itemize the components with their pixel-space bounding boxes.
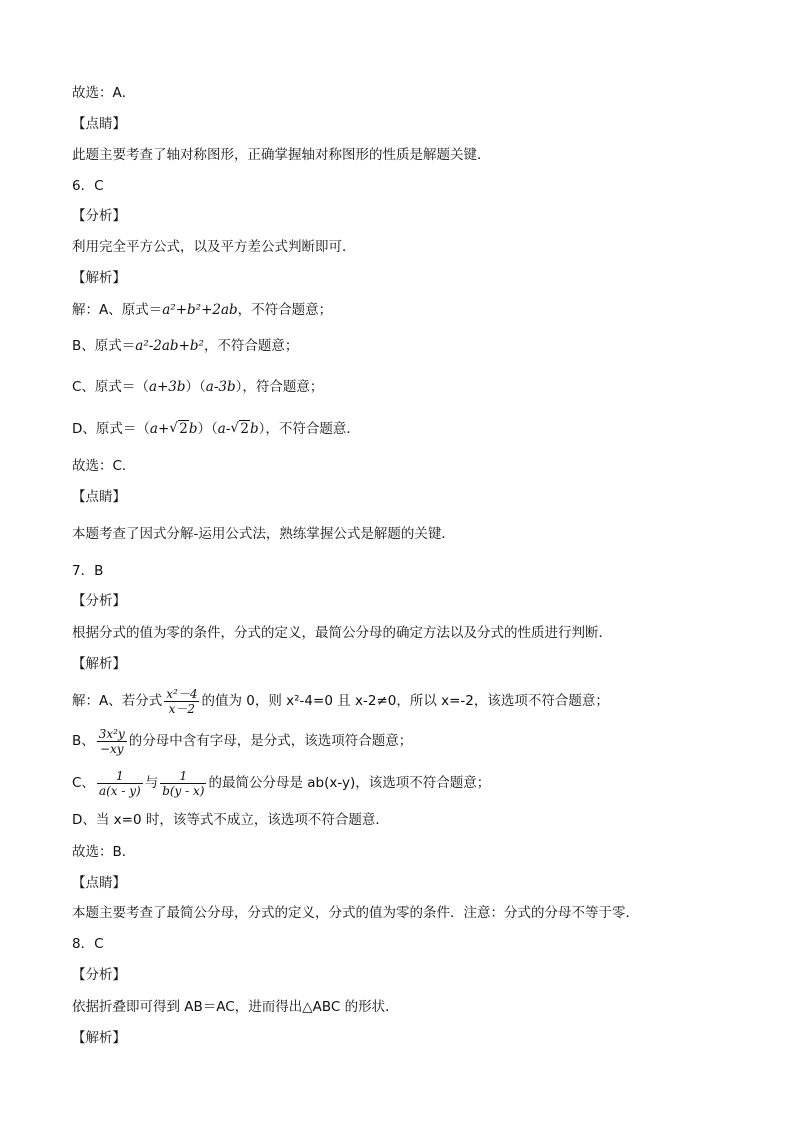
- fraction-c2-numerator: 1: [160, 769, 206, 784]
- solution-6-option-c: [72, 378, 323, 396]
- option-a-result: ，不符合题意；: [237, 302, 333, 318]
- option-c-result: ），符合题意；: [235, 379, 324, 395]
- fraction-c1-numerator: 1: [97, 769, 143, 784]
- fraction-a-denominator: x－2: [168, 701, 196, 716]
- option-a-text-7: 的值为 0，则 x²-4=0 且 x-2≠0，所以 x=-2，该选项不符合题意；: [201, 693, 609, 709]
- option-b-result: ，不符合题意；: [203, 338, 299, 354]
- option-d-prefix: D、原式＝（: [72, 421, 150, 437]
- option-a-prefix-7: 解：A、若分式: [72, 693, 163, 709]
- option-b-prefix-7: B、: [72, 733, 95, 749]
- fraction-c2-denominator: b(y - x): [162, 783, 205, 798]
- fraction-a: [164, 687, 199, 716]
- fraction-c1-denominator: a(x - y): [98, 783, 141, 798]
- comment-text-6: 本题考查了因式分解-运用公式法，熟练掌握公式是解题的关键．: [72, 526, 455, 542]
- solution-6-option-b: [72, 337, 298, 355]
- option-d-term2: a-: [217, 421, 231, 437]
- solution-7-option-a: [72, 684, 609, 718]
- section-header-analysis: 【分析】: [72, 208, 126, 224]
- answer-choice-5: 故选：A．: [72, 85, 136, 101]
- fraction-b: [97, 727, 127, 756]
- option-b-expr: a²-2ab+b²: [135, 338, 204, 354]
- option-c-prefix: C、原式＝（: [72, 379, 149, 395]
- fraction-b-numerator: 3x²y: [98, 726, 125, 741]
- fraction-c2: [160, 769, 206, 798]
- option-d-mid: ）（: [197, 421, 218, 437]
- analysis-text-8: 依据折叠即可得到 AB＝AC，进而得出△ABC 的形状．: [72, 999, 399, 1015]
- comment-text-7: 本题主要考查了最简公分母，分式的定义，分式的值为零的条件．注意：分式的分母不等于零．: [72, 905, 639, 921]
- answer-choice-6: 故选：C．: [72, 458, 136, 474]
- answer-choice-7: 故选：B．: [72, 844, 136, 860]
- option-d-term1: a+: [149, 421, 170, 437]
- question-6-answer: 6．C: [72, 178, 104, 194]
- section-header-solution-7: 【解析】: [72, 656, 126, 672]
- option-a-prefix: 解：A、原式＝: [72, 302, 163, 318]
- solution-7-option-d: D、当 x=0 时，该等式不成立，该选项不符合题意．: [72, 812, 389, 828]
- option-c-prefix-7: C、: [72, 775, 95, 791]
- solution-6-option-a: [72, 301, 332, 319]
- solution-6-option-d: [72, 420, 360, 438]
- option-c-mid: ）（: [185, 379, 206, 395]
- option-b-prefix: B、原式＝: [72, 338, 136, 354]
- fraction-a-numerator: x²－4: [166, 686, 198, 701]
- option-c-expr1: a+3b: [148, 379, 186, 395]
- solution-7-option-b: [72, 724, 412, 758]
- option-c-text-7: 的最简公分母是 ab(x-y)，该选项不符合题意；: [208, 775, 491, 791]
- sqrt-radicand-2: 2: [240, 421, 249, 437]
- section-header-comment-7: 【点睛】: [72, 875, 126, 891]
- comment-text-5: 此题主要考查了轴对称图形，正确掌握轴对称图形的性质是解题关键．: [72, 147, 491, 163]
- section-header-comment-6: 【点睛】: [72, 489, 126, 505]
- option-c-expr2: a-3b: [205, 379, 236, 395]
- section-header-analysis-8: 【分析】: [72, 967, 126, 983]
- sqrt-radicand: 2: [179, 421, 188, 437]
- solution-7-option-c: [72, 766, 490, 800]
- sqrt-symbol: [169, 420, 189, 438]
- analysis-text-6: 利用完全平方公式，以及平方差公式判断即可．: [72, 239, 356, 255]
- option-d-b2: b: [250, 421, 259, 437]
- fraction-c1: [97, 769, 143, 798]
- option-a-expr: a²+b²+2ab: [162, 302, 238, 318]
- sqrt-symbol-2: [230, 420, 250, 438]
- section-header-analysis-7: 【分析】: [72, 593, 126, 609]
- option-d-b1: b: [188, 421, 198, 437]
- option-b-text-7: 的分母中含有字母，是分式，该选项符合题意；: [128, 733, 413, 749]
- fraction-b-denominator: −xy: [99, 741, 124, 756]
- question-7-answer: 7．B: [72, 563, 104, 579]
- section-header-solution: 【解析】: [72, 270, 126, 286]
- option-c-conj: 与: [144, 775, 159, 791]
- section-header-comment: 【点睛】: [72, 116, 126, 132]
- option-d-result: ），不符合题意．: [258, 421, 360, 437]
- question-8-answer: 8．C: [72, 936, 104, 952]
- analysis-text-7: 根据分式的值为零的条件，分式的定义，最简公分母的确定方法以及分式的性质进行判断．: [72, 625, 612, 641]
- section-header-solution-8: 【解析】: [72, 1030, 126, 1046]
